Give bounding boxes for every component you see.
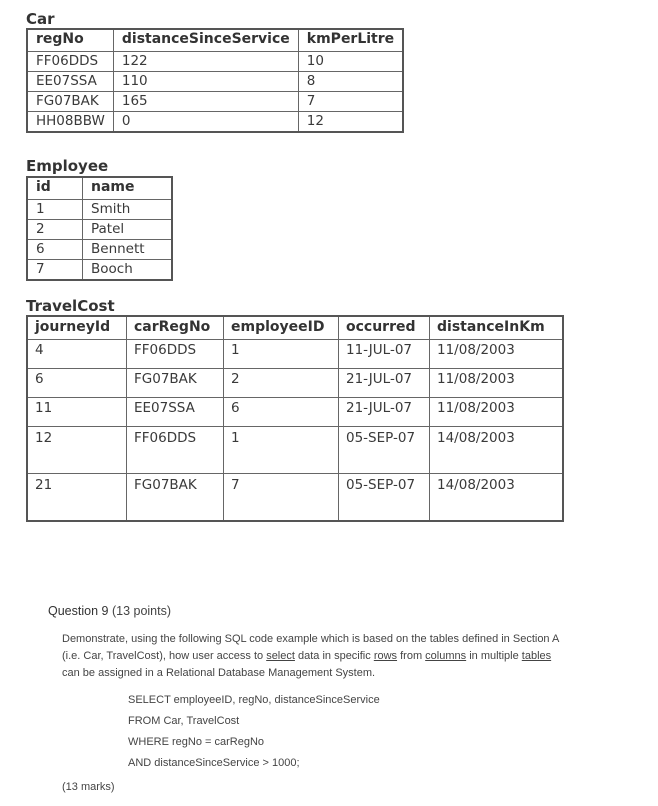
table-cell: 2	[224, 369, 339, 398]
table-row	[27, 112, 403, 133]
question-marks: (13 marks)	[62, 781, 115, 793]
table-cell: 110	[113, 72, 298, 92]
table-cell: 12	[27, 427, 127, 474]
table-cell: 11	[27, 398, 127, 427]
table-cell: 11/08/2003	[430, 369, 564, 398]
table-cell: HH08BBW	[27, 112, 113, 133]
employee-table	[26, 176, 173, 281]
description-text: Demonstrate, using the following SQL code example which is based on the tables defined in Section A (i.e. Car, TravelCost), how user access to	[62, 633, 559, 662]
table-cell: 11/08/2003	[430, 398, 564, 427]
sql-line-and: AND distanceSinceService > 1000;	[128, 757, 300, 769]
table-cell: 8	[298, 72, 403, 92]
employee-header-id: id	[27, 177, 83, 200]
table-cell: FF06DDS	[27, 52, 113, 72]
travelcost-header-employeeid: employeeID	[224, 316, 339, 340]
table-cell: FG07BAK	[127, 474, 224, 522]
table-row	[27, 398, 563, 427]
employee-table-title: Employee	[26, 157, 109, 175]
table-cell: 05-SEP-07	[339, 474, 430, 522]
table-cell: 7	[298, 92, 403, 112]
sql-line-where: WHERE regNo = carRegNo	[128, 736, 265, 748]
table-cell: 11/08/2003	[430, 340, 564, 369]
travelcost-header-distanceinkm: distanceInKm	[430, 316, 564, 340]
sql-line-select: SELECT employeeID, regNo, distanceSinceService	[128, 694, 380, 706]
car-header-regno: regNo	[27, 29, 113, 52]
sql-line-from: FROM Car, TravelCost	[128, 715, 240, 727]
table-cell: 11-JUL-07	[339, 340, 430, 369]
table-cell: 6	[224, 398, 339, 427]
car-table	[26, 28, 404, 133]
travelcost-table	[26, 315, 564, 522]
table-cell: 165	[113, 92, 298, 112]
employee-header-name: name	[83, 177, 173, 200]
table-cell: 12	[298, 112, 403, 133]
travelcost-table-title: TravelCost	[26, 297, 115, 315]
table-row	[27, 340, 563, 369]
table-row	[27, 220, 172, 240]
table-cell: FF06DDS	[127, 427, 224, 474]
description-term-select: select	[266, 650, 295, 662]
table-cell: 122	[113, 52, 298, 72]
table-row	[27, 200, 172, 220]
table-cell: 6	[27, 240, 83, 260]
table-cell: 1	[224, 427, 339, 474]
table-row	[27, 260, 172, 281]
table-cell: Smith	[83, 200, 173, 220]
table-cell: 4	[27, 340, 127, 369]
table-row	[27, 72, 403, 92]
car-header-kmperlitre: kmPerLitre	[298, 29, 403, 52]
table-cell: 2	[27, 220, 83, 240]
table-cell: 7	[27, 260, 83, 281]
table-cell: 6	[27, 369, 127, 398]
table-row	[27, 427, 563, 474]
table-cell: 0	[113, 112, 298, 133]
table-row	[27, 369, 563, 398]
table-cell: 10	[298, 52, 403, 72]
table-cell: 1	[27, 200, 83, 220]
question-points: (13 points)	[111, 604, 172, 618]
description-text: can be assigned in a Relational Database Management System.	[62, 667, 376, 679]
car-header-distance: distanceSinceService	[113, 29, 298, 52]
description-text: in multiple	[466, 650, 522, 662]
table-cell: 1	[224, 340, 339, 369]
travelcost-header-occurred: occurred	[339, 316, 430, 340]
description-text: from	[397, 650, 426, 662]
table-cell: 05-SEP-07	[339, 427, 430, 474]
travelcost-header-carregno: carRegNo	[127, 316, 224, 340]
description-term-tables: tables	[521, 650, 552, 662]
table-cell: 21-JUL-07	[339, 398, 430, 427]
travelcost-header-journeyid: journeyId	[27, 316, 127, 340]
table-cell: 14/08/2003	[430, 474, 564, 522]
table-row	[27, 92, 403, 112]
table-cell: Patel	[83, 220, 173, 240]
question-title: Question 9	[48, 604, 109, 618]
question-description	[62, 631, 562, 682]
table-cell: FG07BAK	[27, 92, 113, 112]
table-row	[27, 52, 403, 72]
table-cell: EE07SSA	[127, 398, 224, 427]
description-term-rows: rows	[373, 650, 398, 662]
table-cell: Bennett	[83, 240, 173, 260]
table-cell: 21	[27, 474, 127, 522]
table-row	[27, 474, 563, 522]
description-term-columns: columns	[425, 650, 467, 662]
table-cell: FF06DDS	[127, 340, 224, 369]
table-cell: 21-JUL-07	[339, 369, 430, 398]
question-heading	[48, 604, 171, 618]
table-cell: 7	[224, 474, 339, 522]
table-cell: Booch	[83, 260, 173, 281]
description-text: data in specific	[294, 650, 374, 662]
car-table-title: Car	[26, 10, 55, 28]
table-row	[27, 240, 172, 260]
table-cell: 14/08/2003	[430, 427, 564, 474]
table-cell: EE07SSA	[27, 72, 113, 92]
table-cell: FG07BAK	[127, 369, 224, 398]
